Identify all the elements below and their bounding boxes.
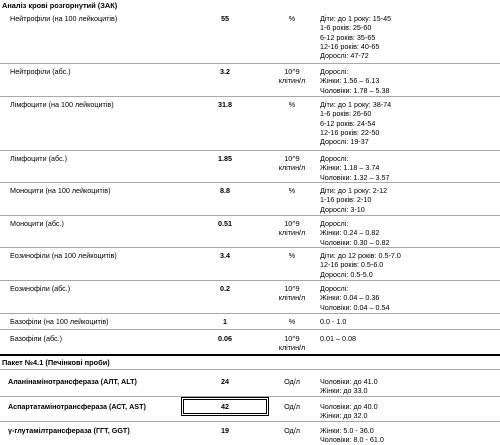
reference-line: Чоловіки: 0.04 – 0.54 bbox=[320, 302, 390, 312]
row-divider bbox=[0, 329, 500, 330]
test-value: 0.51 bbox=[218, 219, 232, 228]
reference-line: Жінки: до 32.0 bbox=[320, 411, 368, 421]
test-unit: Од/л bbox=[284, 402, 300, 411]
test-name: Еозинофіли (абс.) bbox=[10, 284, 71, 293]
row-divider bbox=[0, 150, 500, 151]
reference-line: 0.0 - 1.0 bbox=[320, 317, 347, 326]
reference-line: Жінки: 1.56 – 6.13 bbox=[320, 76, 380, 86]
row-divider bbox=[0, 421, 500, 422]
reference-line: Жінки: 0.04 – 0.36 bbox=[320, 293, 380, 303]
reference-range bbox=[320, 377, 378, 396]
reference-line: Діти: до 1 року: 2-12 bbox=[320, 186, 388, 195]
reference-line: Діти: до 12 років: 0.5-7.0 bbox=[320, 251, 401, 260]
row-divider bbox=[0, 280, 500, 281]
reference-range bbox=[320, 67, 389, 95]
test-name: γ-глутамілтрансфераза (ГГТ, GGT) bbox=[8, 426, 130, 435]
test-value: 8.8 bbox=[220, 186, 230, 195]
test-name: Нейтрофіли (на 100 лейкоцитів) bbox=[10, 14, 118, 23]
test-value: 3.4 bbox=[220, 251, 230, 260]
test-unit: % bbox=[288, 186, 296, 195]
reference-line: Діти: до 1 року: 38-74 bbox=[320, 100, 392, 109]
reference-line: Дорослі: 0.5-5.0 bbox=[320, 269, 373, 279]
test-unit: % bbox=[288, 100, 296, 109]
reference-line: Чоловіки: до 41.0 bbox=[320, 377, 378, 386]
test-unit: % bbox=[288, 317, 296, 326]
reference-range bbox=[320, 251, 401, 279]
reference-line: Дорослі: 47-72 bbox=[320, 51, 369, 61]
row-divider bbox=[0, 63, 500, 64]
reference-line: 6-12 років: 24-54 bbox=[320, 118, 376, 128]
row-divider bbox=[0, 369, 500, 370]
reference-line: Жінки: 5.0 - 36.0 bbox=[320, 426, 374, 435]
reference-line: Жінки: 1.18 – 3.74 bbox=[320, 163, 380, 173]
reference-line: Діти: до 1 року: 15-45 bbox=[320, 14, 392, 23]
reference-line: Дорослі: 19-37 bbox=[320, 137, 369, 147]
reference-line: Чоловіки: 8.0 - 61.0 bbox=[320, 435, 384, 445]
test-value: 19 bbox=[221, 426, 229, 435]
test-unit: 10^9 клітин/л bbox=[278, 154, 306, 173]
test-unit: 10^9 клітин/л bbox=[278, 67, 306, 86]
test-name: Лімфоцити (на 100 лейкоцитів) bbox=[10, 100, 114, 109]
test-name: Еозинофіли (на 100 лейкоцитів) bbox=[10, 251, 117, 260]
row-divider bbox=[0, 247, 500, 248]
reference-line: 6-12 років: 35-65 bbox=[320, 32, 376, 42]
test-name: Моноцити (на 100 лейкоцитів) bbox=[10, 186, 111, 195]
row-divider bbox=[0, 182, 500, 183]
test-name: Базофіли (абс.) bbox=[10, 334, 62, 343]
test-name: Аспартатамінотрансфераза (АСТ, AST) bbox=[8, 402, 146, 411]
reference-line: 1-6 років: 25-60 bbox=[320, 23, 372, 33]
test-value: 3.2 bbox=[220, 67, 230, 76]
reference-range bbox=[320, 154, 389, 182]
test-value: 31.8 bbox=[218, 100, 232, 109]
reference-line: Дорослі: bbox=[320, 154, 349, 163]
test-unit: 10^9 клітин/л bbox=[278, 284, 306, 303]
test-unit: 10^9 клітин/л bbox=[278, 219, 306, 238]
row-divider bbox=[0, 215, 500, 216]
reference-line: Дорослі: bbox=[320, 284, 349, 293]
test-unit: % bbox=[288, 14, 296, 23]
reference-line: 12-16 років: 40-65 bbox=[320, 41, 380, 51]
section-divider bbox=[0, 354, 500, 356]
section-title-liver: Пакет №4.1 (Печінкові проби) bbox=[2, 358, 110, 367]
reference-line: Жінки: до 33.0 bbox=[320, 386, 368, 396]
row-divider bbox=[0, 313, 500, 314]
test-name: Нейтрофіли (абс.) bbox=[10, 67, 71, 76]
test-value: 55 bbox=[221, 14, 229, 23]
row-divider bbox=[0, 396, 500, 397]
test-value: 0.06 bbox=[218, 334, 232, 343]
reference-range bbox=[320, 186, 387, 214]
reference-line: 1-6 років: 26-60 bbox=[320, 109, 372, 119]
reference-range bbox=[320, 284, 389, 312]
reference-range bbox=[320, 219, 389, 247]
test-value: 0.2 bbox=[220, 284, 230, 293]
test-name: Моноцити (абс.) bbox=[10, 219, 64, 228]
test-value: 24 bbox=[221, 377, 229, 386]
reference-range bbox=[320, 14, 391, 60]
reference-line: 12-16 років: 0.5-6.0 bbox=[320, 260, 384, 270]
reference-line: Чоловіки: 1.32 – 3.57 bbox=[320, 172, 390, 182]
reference-line: Жінки: 0.24 – 0.82 bbox=[320, 228, 380, 238]
reference-line: Чоловіки: до 40.0 bbox=[320, 402, 378, 411]
reference-range bbox=[320, 426, 384, 445]
section-title-cbc: Аналіз крові розгорнутий (ЗАК) bbox=[2, 1, 118, 10]
test-unit: % bbox=[288, 251, 296, 260]
test-name: Аланінамінотрансфераза (АЛТ, ALT) bbox=[8, 377, 137, 386]
reference-line: 12-16 років: 22-50 bbox=[320, 127, 380, 137]
test-unit: Од/л bbox=[284, 377, 300, 386]
test-unit: Од/л bbox=[284, 426, 300, 435]
test-value: 1 bbox=[223, 317, 227, 326]
test-value: 42 bbox=[221, 402, 229, 411]
reference-line: Чоловіки: 0.30 – 0.82 bbox=[320, 237, 390, 247]
reference-line: 1-16 років: 2-10 bbox=[320, 195, 372, 205]
reference-line: Дорослі: bbox=[320, 219, 349, 228]
test-value: 1.85 bbox=[218, 154, 232, 163]
test-name: Лімфоцити (абс.) bbox=[10, 154, 68, 163]
reference-line: 0.01 – 0.08 bbox=[320, 334, 356, 343]
reference-line: Дорослі: 3-10 bbox=[320, 204, 365, 214]
reference-range bbox=[320, 317, 346, 326]
row-divider bbox=[0, 96, 500, 97]
reference-line: Чоловіки: 1.78 – 5.38 bbox=[320, 85, 390, 95]
reference-range bbox=[320, 402, 378, 421]
reference-range bbox=[320, 334, 356, 343]
test-unit: 10^9 клітин/л bbox=[278, 334, 306, 353]
test-name: Базофіли (на 100 лейкоцитів) bbox=[10, 317, 109, 326]
reference-line: Дорослі: bbox=[320, 67, 349, 76]
reference-range bbox=[320, 100, 391, 146]
